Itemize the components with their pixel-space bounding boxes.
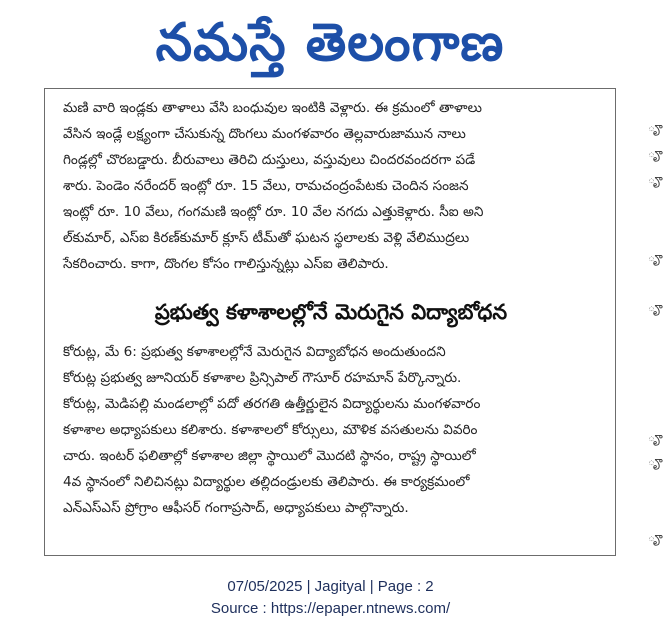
text-line: ఎన్‌ఎస్‌ఎస్ ప్రోగ్రాం ఆఫీసర్ గంగాప్రసాద్, అధ్యాపకులు పాల్గొన్నారు.: [63, 500, 409, 516]
text-line: ల్‌కుమార్, ఎస్‌ఐ కిరణ్‌కుమార్ క్లూస్ టీమ్‌తో ఘటన స్థలాలకు వెళ్లి వేలిముద్రలు: [63, 230, 470, 246]
footer-source-line: Source : https://epaper.ntnews.com/: [210, 600, 451, 617]
text-line: చారు. ఇంటర్ ఫలితాల్లో కళాశాల జిల్లా స్థాయిలో మొదటి స్థానం, రాష్ట్ర స్థాయిలో: [63, 448, 476, 464]
text-line: సేకరించారు. కాగా, దొంగల కోసం గాలిస్తున్నట్లు ఎస్‌ఐ తెలిపారు.: [63, 256, 389, 272]
adjacent-column-fragment: ౄ ౄ ౄ ౄ ౄ ౄ ౄ ౄ: [648, 120, 663, 544]
newspaper-logo: నమస్తే తెలంగాణ: [155, 13, 505, 73]
text-line: మణి వారి ఇండ్లకు తాళాలు వేసి బంధువుల ఇంటికి వెళ్లారు. ఈ క్రమంలో తాళాలు: [63, 100, 482, 116]
text-line: కోరుట్ల, మెడిపల్లి మండలాల్లో పదో తరగతి ఉత్తీర్ణులైన విద్యార్థులను మంగళవారం: [63, 396, 481, 412]
article-paragraph-1: [63, 95, 603, 277]
text-line: ఇంట్లో రూ. 10 వేలు, గంగమణి ఇంట్లో రూ. 10 వేల నగదు ఎత్తుకెళ్లారు. సీఐ అని: [63, 204, 484, 220]
text-line: 4వ స్థానంలో నిలిచినట్లు విద్యార్థుల తల్లిదండ్రులకు తెలిపారు. ఈ కార్యక్రమంలో: [63, 474, 470, 490]
text-line: గిండ్లల్లో చొరబడ్డారు. బీరువాలు తెరిచి దుస్తులు, వస్తువులు చిందరవందరగా పడే: [63, 152, 476, 168]
text-line: శారు. పెండెం నరేందర్ ఇంట్లో రూ. 15 వేలు, రామచంద్రంపేటకు చెందిన సంజన: [63, 178, 469, 194]
footer-date-line: 07/05/2025 | Jagityal | Page : 2: [227, 578, 434, 595]
text-line: కళాశాల అధ్యాపకులు కలిశారు. కళాశాలలో కోర్సులు, మౌళిక వసతులను వివరిం: [63, 422, 478, 438]
article-headline: ప్రభుత్వ కళాశాలల్లోనే మెరుగైన విద్యాబోధన: [154, 300, 508, 324]
text-line: వేసిన ఇండ్లే లక్ష్యంగా చేసుకున్న దొంగలు మంగళవారం తెల్లవారుజామున నాలు: [63, 126, 466, 142]
article-paragraph-2: [63, 339, 603, 521]
text-line: కోరుట్ల, మే 6: ప్రభుత్వ కళాశాలల్లోనే మెరుగైన విద్యాబోధన అందుతుందని: [63, 344, 446, 360]
article-clipping: [44, 88, 616, 556]
text-line: కోరుట్ల ప్రభుత్వ జూనియర్ కళాశాల ప్రిన్సిపాల్ గౌసూర్ రహమాన్ పేర్కొన్నారు.: [63, 370, 462, 386]
masthead: [0, 0, 661, 90]
